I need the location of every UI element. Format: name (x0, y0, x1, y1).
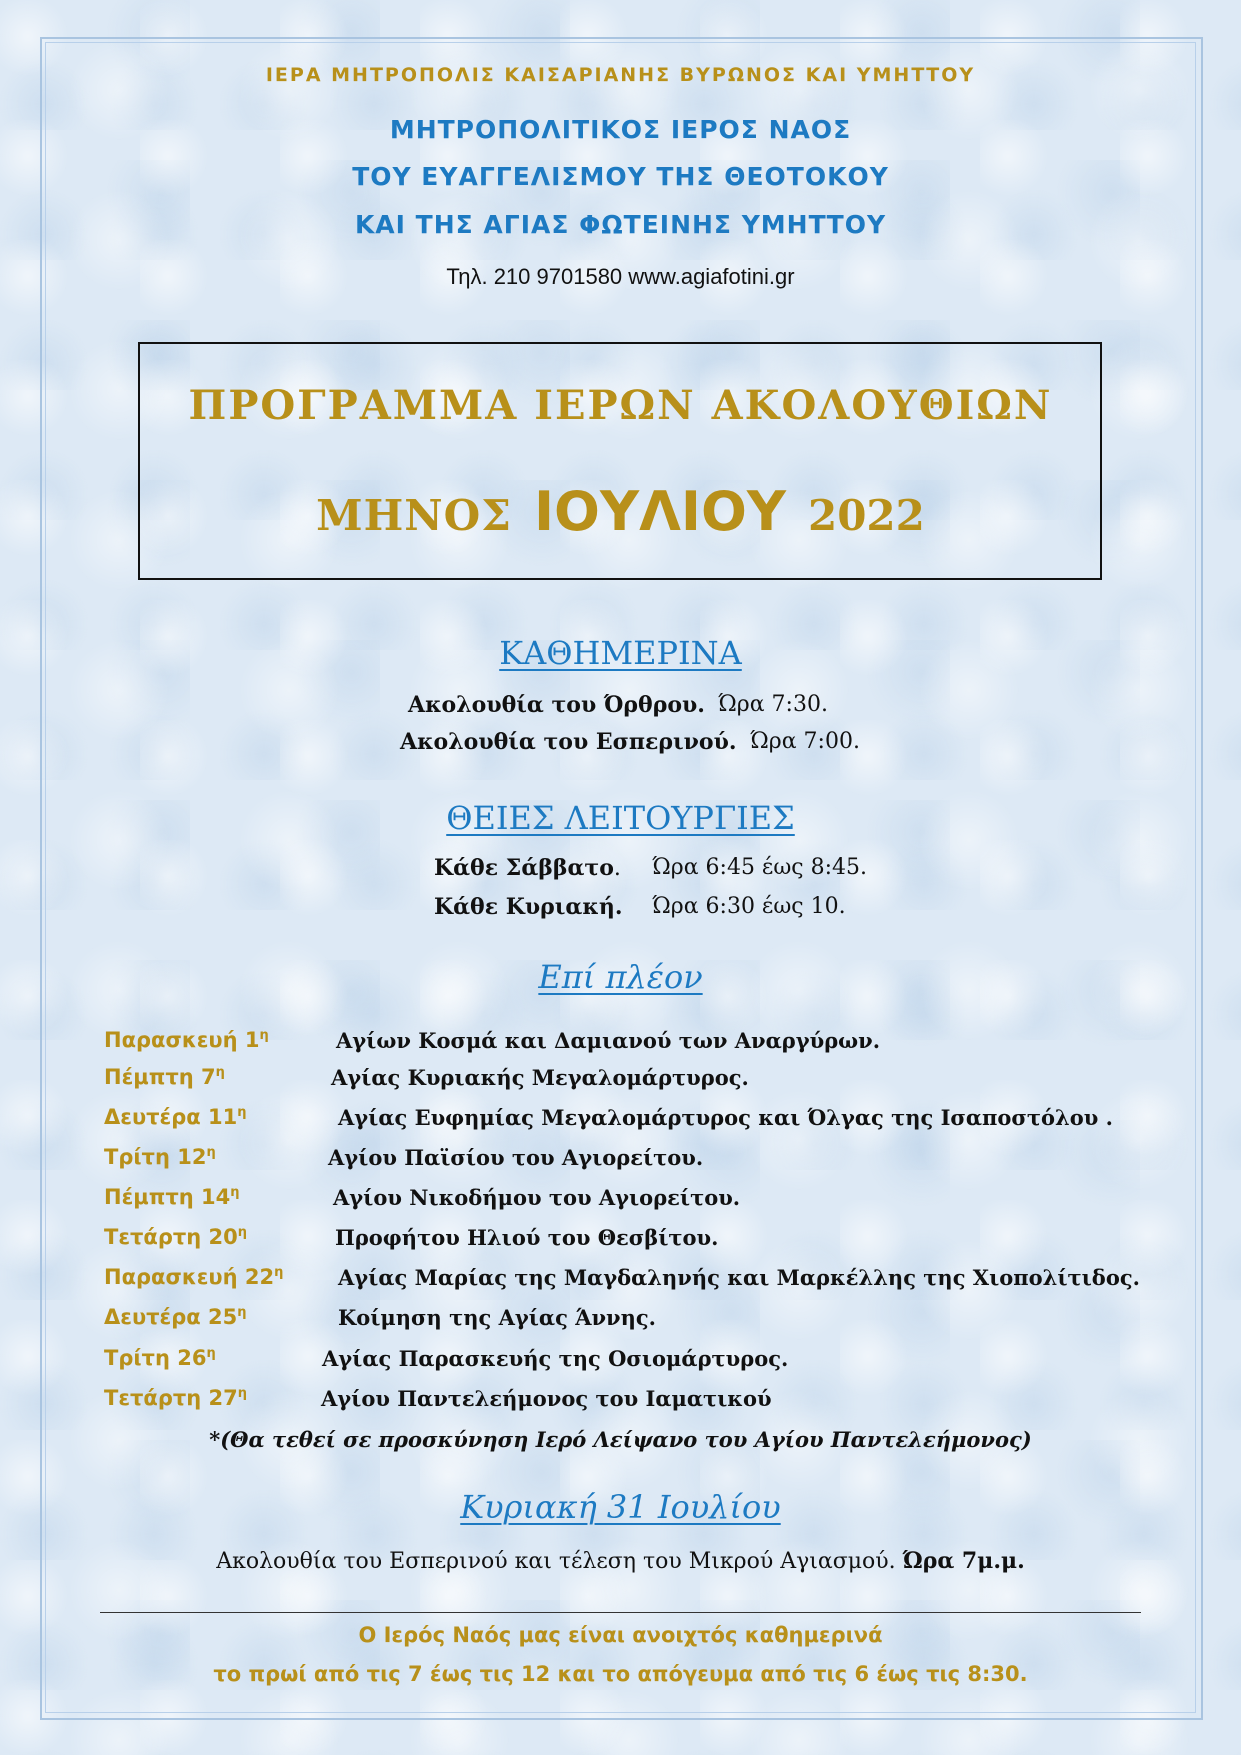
feast-day-ordinal: η (237, 1386, 248, 1401)
sunday-service (0, 1548, 1241, 1574)
opening-hours-line-1: Ο Ιερός Ναός μας είναι ανοιχτός καθημερινά (358, 1623, 883, 1647)
liturgy-time: Ώρα 6:45 έως 8:45. (652, 855, 867, 880)
church-name-line-3: ΚΑΙ ΤΗΣ ΑΓΙΑΣ ΦΩΤΕΙΝΗΣ ΥΜΗΤΤΟΥ (354, 210, 887, 239)
feast-day-text: Δευτέρα 11 (104, 1105, 238, 1129)
service-time: Ώρα 7:30. (718, 692, 828, 717)
feast-name: Αγίας Κυριακής Μεγαλομάρτυρος. (331, 1065, 749, 1090)
feast-day-ordinal: η (237, 1225, 248, 1240)
feast-day (104, 1145, 216, 1169)
month-title (0, 480, 1241, 543)
title-box (138, 342, 1102, 580)
feast-day-text: Τρίτη 12 (104, 1145, 207, 1169)
daily-heading: ΚΑΘΗΜΕΡΙΝΑ (499, 634, 742, 672)
church-name-line-2: ΤΟΥ ΕΥΑΓΓΕΛΙΣΜΟΥ ΤΗΣ ΘΕΟΤΟΚΟΥ (352, 162, 889, 191)
month-name: ΙΟΥΛΙΟΥ (533, 480, 786, 543)
feast-day-ordinal: η (259, 1028, 269, 1043)
feast-day (104, 1305, 246, 1329)
daily-service-matins (408, 692, 828, 718)
feast-name: Αγίας Παρασκευής της Οσιομάρτυρος. (322, 1346, 789, 1371)
program-title: ΠΡΟΓΡΑΜΜΑ ΙΕΡΩΝ ΑΚΟΛΟΥΘΙΩΝ (188, 382, 1053, 429)
contact-info: Τηλ. 210 9701580 www.agiafotini.gr (446, 264, 795, 289)
feast-name: Αγίου Παντελεήμονος του Ιαματικού (321, 1386, 772, 1411)
feast-day-ordinal: η (206, 1145, 216, 1160)
footer-divider (100, 1612, 1141, 1613)
sunday-service-text: Ακολουθία του Εσπερινού και τέλεση του Μικρού Αγιασμού. (216, 1549, 896, 1574)
opening-hours-line-2: το πρωί από τις 7 έως τις 12 και το απόγευμα από τις 6 έως τις 8:30. (213, 1662, 1028, 1686)
feast-day-text: Δευτέρα 25 (104, 1305, 238, 1329)
service-name: Ακολουθία του Όρθρου. (408, 692, 705, 718)
feast-day-text: Παρασκευή 1 (104, 1028, 260, 1052)
service-name: Ακολουθία του Εσπερινού. (400, 729, 737, 755)
feast-day (104, 1386, 247, 1410)
feast-day (104, 1065, 225, 1089)
daily-service-vespers (400, 729, 860, 755)
liturgies-heading: ΘΕΙΕΣ ΛΕΙΤΟΥΡΓΙΕΣ (446, 799, 795, 837)
feast-day-ordinal: η (206, 1346, 216, 1361)
sunday-heading: Κυριακή 31 Ιουλίου (460, 1488, 781, 1526)
diocese-title: ΙΕΡΑ ΜΗΤΡΟΠΟΛΙΣ ΚΑΙΣΑΡΙΑΝΗΣ ΒΥΡΩΝΟΣ ΚΑΙ ΥΜΗΤΤΟΥ (265, 64, 976, 86)
month-word: ΜΗΝΟΣ (316, 491, 512, 540)
feast-day-text: Τρίτη 26 (104, 1346, 207, 1370)
feast-day (104, 1028, 269, 1052)
feast-name: Αγίας Μαρίας της Μαγδαληνής και Μαρκέλλης της Χιοπολίτιδος. (338, 1265, 1140, 1290)
feast-day (104, 1265, 283, 1289)
liturgy-saturday (434, 855, 867, 881)
feast-day-ordinal: η (230, 1185, 240, 1200)
feast-name: Αγίων Κοσμά και Δαμιανού των Αναργύρων. (336, 1028, 881, 1053)
sunday-service-time: Ώρα 7μ.μ. (902, 1548, 1025, 1574)
service-time: Ώρα 7:00. (750, 729, 860, 754)
feast-day-text: Τετάρτη 27 (104, 1386, 238, 1410)
liturgy-time: Ώρα 6:30 έως 10. (652, 894, 846, 919)
liturgy-day: Κάθε Σάββατο (434, 855, 614, 881)
feast-day-ordinal: η (274, 1265, 284, 1280)
feast-name: Αγίου Παϊσίου του Αγιορείτου. (328, 1145, 704, 1170)
feast-name: Προφήτου Ηλιού του Θεσβίτου. (335, 1225, 719, 1250)
liturgy-day-suffix: . (613, 856, 621, 881)
feast-name: Αγίου Νικοδήμου του Αγιορείτου. (333, 1185, 741, 1210)
feast-day-text: Τετάρτη 20 (104, 1225, 238, 1249)
feast-name: Αγίας Ευφημίας Μεγαλομάρτυρος και Όλγας της Ισαποστόλου . (338, 1105, 1113, 1130)
feast-day (104, 1225, 247, 1249)
feast-day (104, 1185, 239, 1209)
feast-day-text: Πέμπτη 14 (104, 1185, 231, 1209)
liturgy-sunday (434, 894, 846, 920)
feast-day (104, 1105, 246, 1129)
feast-name: Κοίμηση της Αγίας Άννης. (338, 1305, 656, 1330)
feast-day-ordinal: η (215, 1065, 225, 1080)
feast-day-text: Παρασκευή 22 (104, 1265, 275, 1289)
church-name-line-1: ΜΗΤΡΟΠΟΛΙΤΙΚΟΣ ΙΕΡΟΣ ΝΑΟΣ (389, 115, 852, 144)
relic-note: *(Θα τεθεί σε προσκύνηση Ιερό Λείψανο του Αγίου Παντελεήμονος) (209, 1427, 1032, 1452)
year: 2022 (807, 491, 925, 540)
feast-day (104, 1346, 216, 1370)
feast-day-ordinal: η (237, 1305, 247, 1320)
extra-heading: Επί πλέον (538, 958, 703, 996)
feast-day-ordinal: η (237, 1105, 247, 1120)
feast-day-text: Πέμπτη 7 (104, 1065, 216, 1089)
liturgy-day: Κάθε Κυριακή. (434, 894, 623, 920)
